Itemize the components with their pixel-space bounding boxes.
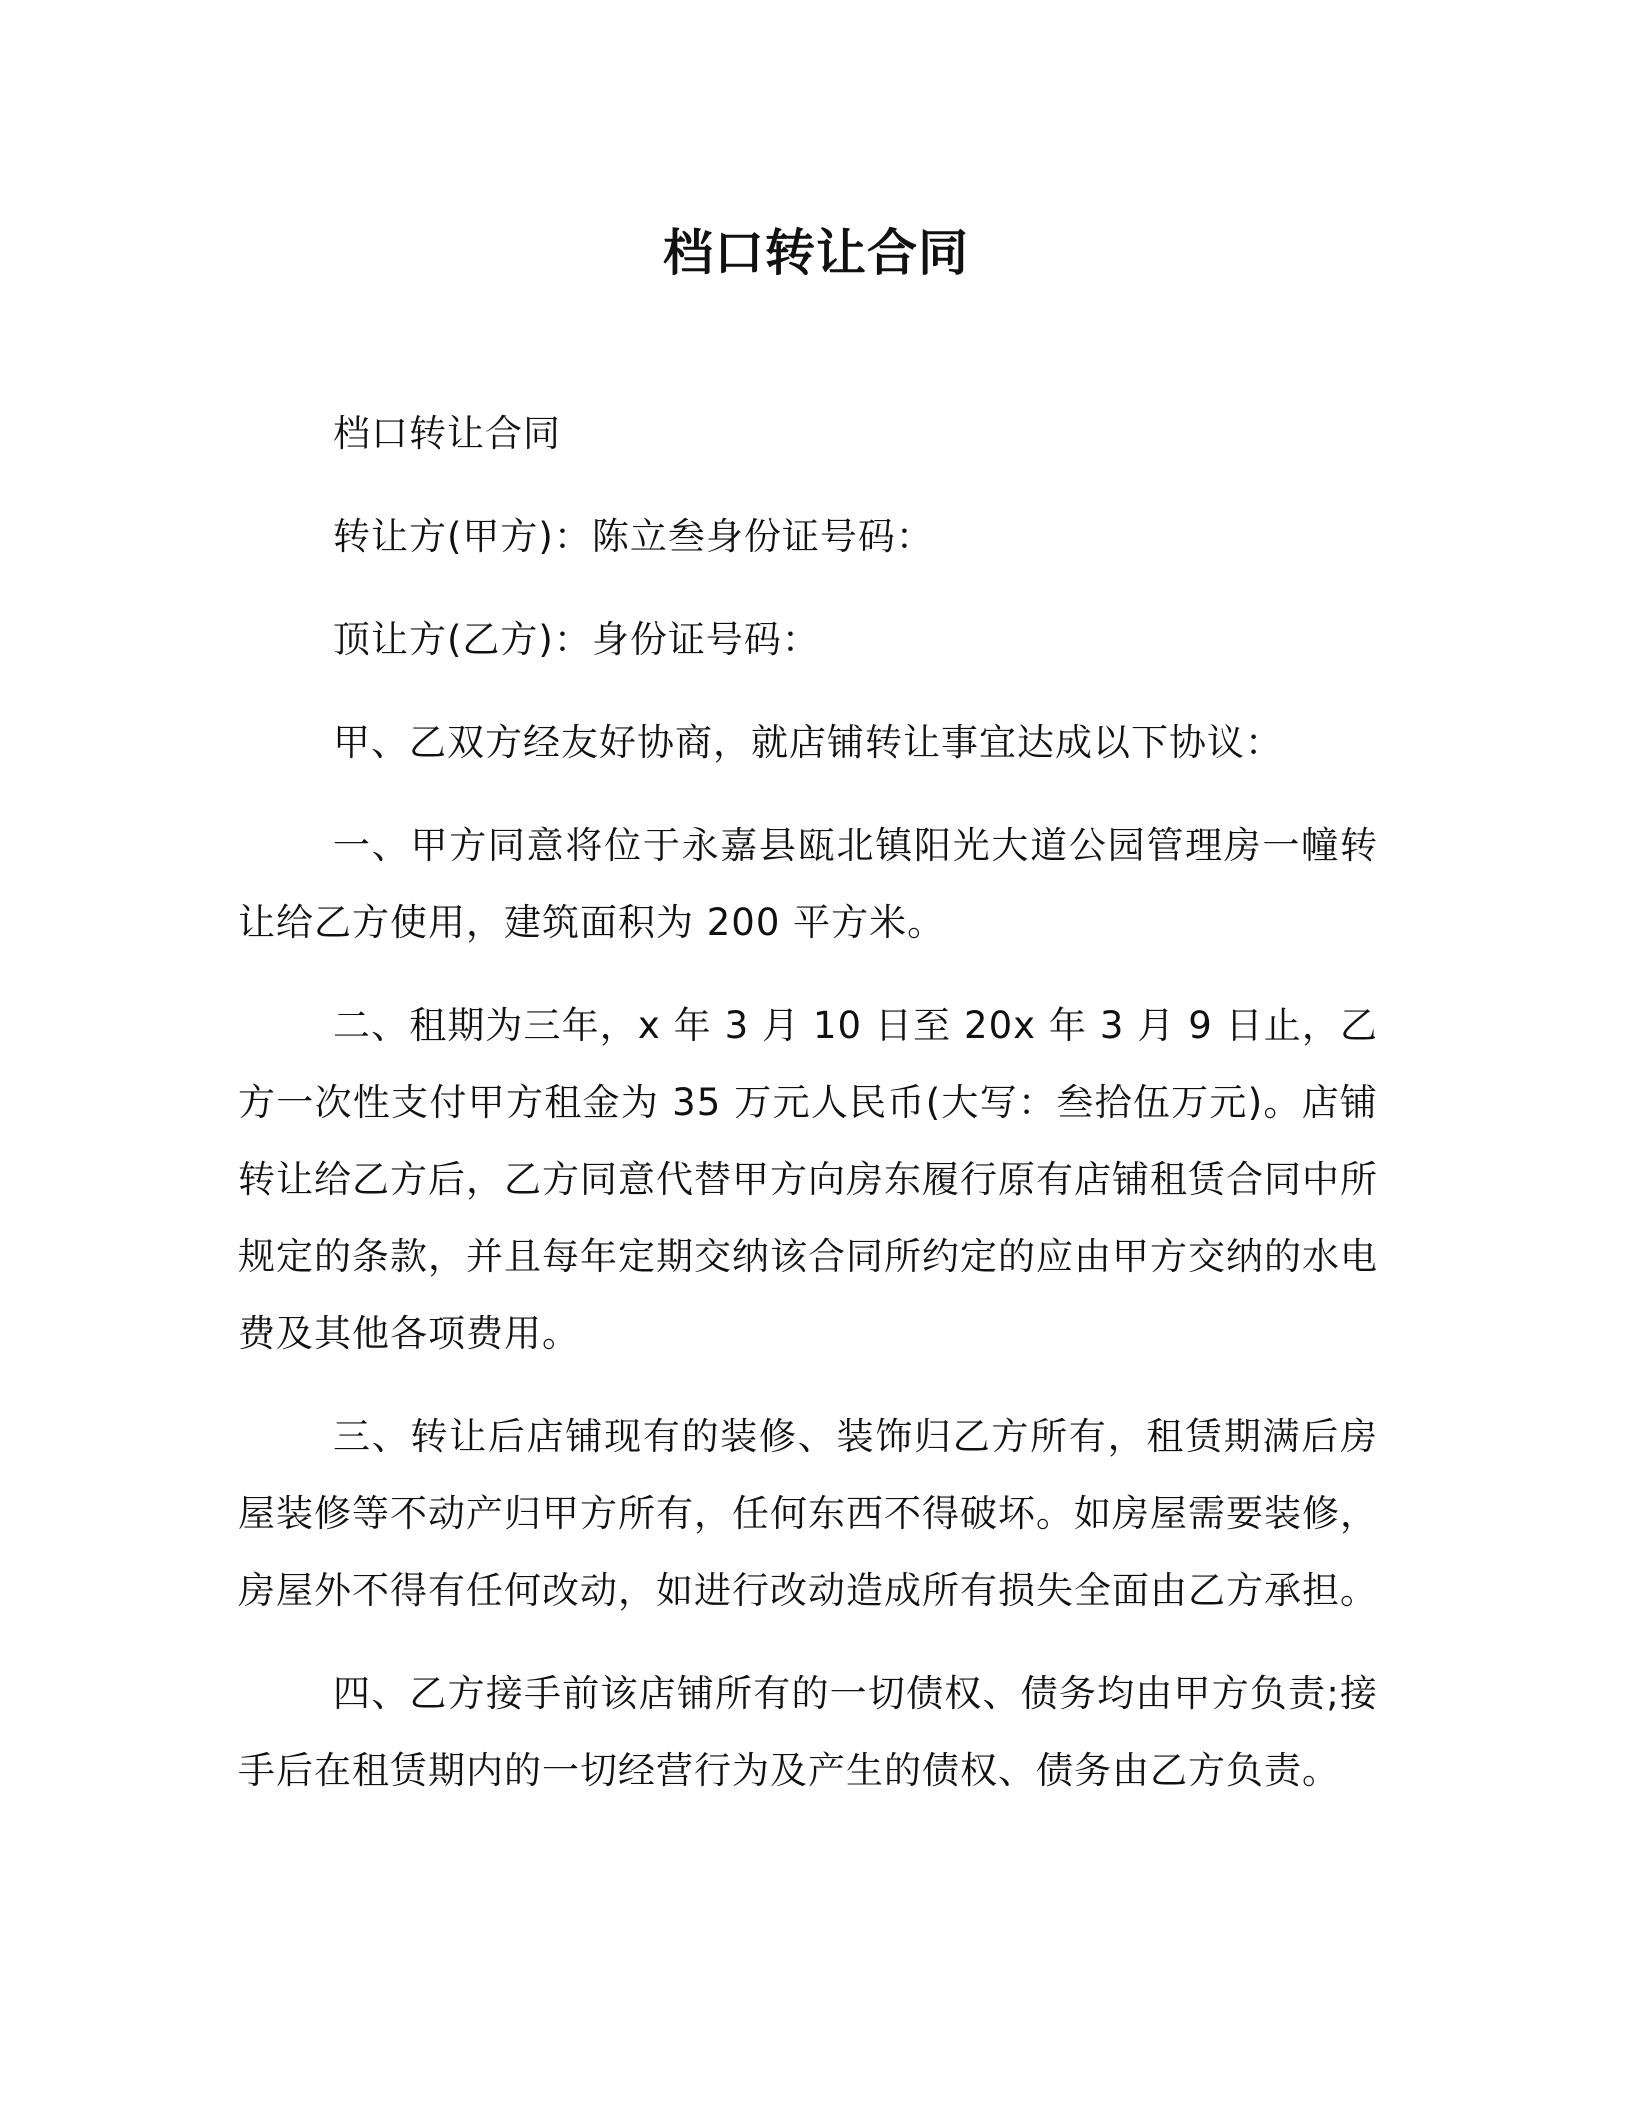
- paragraph-preamble: 甲、乙双方经友好协商，就店铺转让事宜达成以下协议：: [333, 721, 1283, 764]
- paragraph-party-b: 顶让方(乙方)：身份证号码：: [333, 618, 820, 661]
- document-title: 档口转让合同: [663, 224, 969, 282]
- paragraph-clause-1: 一、甲方同意将位于永嘉县瓯北镇阳光大道公园管理房一幢转让给乙方使用，建筑面积为 200 平方米。: [238, 824, 1378, 944]
- paragraph-clause-3: 三、转让后店铺现有的装修、装饰归乙方所有，租赁期满后房屋装修等不动产归甲方所有，任何东西不得破坏。如房屋需要装修，房屋外不得有任何改动，如进行改动造成所有损失全面由乙方承担。: [238, 1415, 1378, 1612]
- paragraph-clause-2: 二、租期为三年，x 年 3 月 10 日至 20x 年 3 月 9 日止，乙方一次性支付甲方租金为 35 万元人民币(大写：叁拾伍万元)。店铺转让给乙方后，乙方同意代替甲方向房东履行原有店铺租赁合同中所规定的条款，并且每年定期交纳该合同所约定的应由甲方交纳的水电费及其他各项费用。: [238, 1004, 1378, 1355]
- paragraph-heading: 档口转让合同: [333, 412, 561, 455]
- paragraph-clause-4: 四、乙方接手前该店铺所有的一切债权、债务均由甲方负责;接手后在租赁期内的一切经营行为及产生的债权、债务由乙方负责。: [238, 1672, 1378, 1792]
- paragraph-party-a: 转让方(甲方)：陈立叁身份证号码：: [333, 515, 934, 558]
- document-body: [238, 395, 1378, 1835]
